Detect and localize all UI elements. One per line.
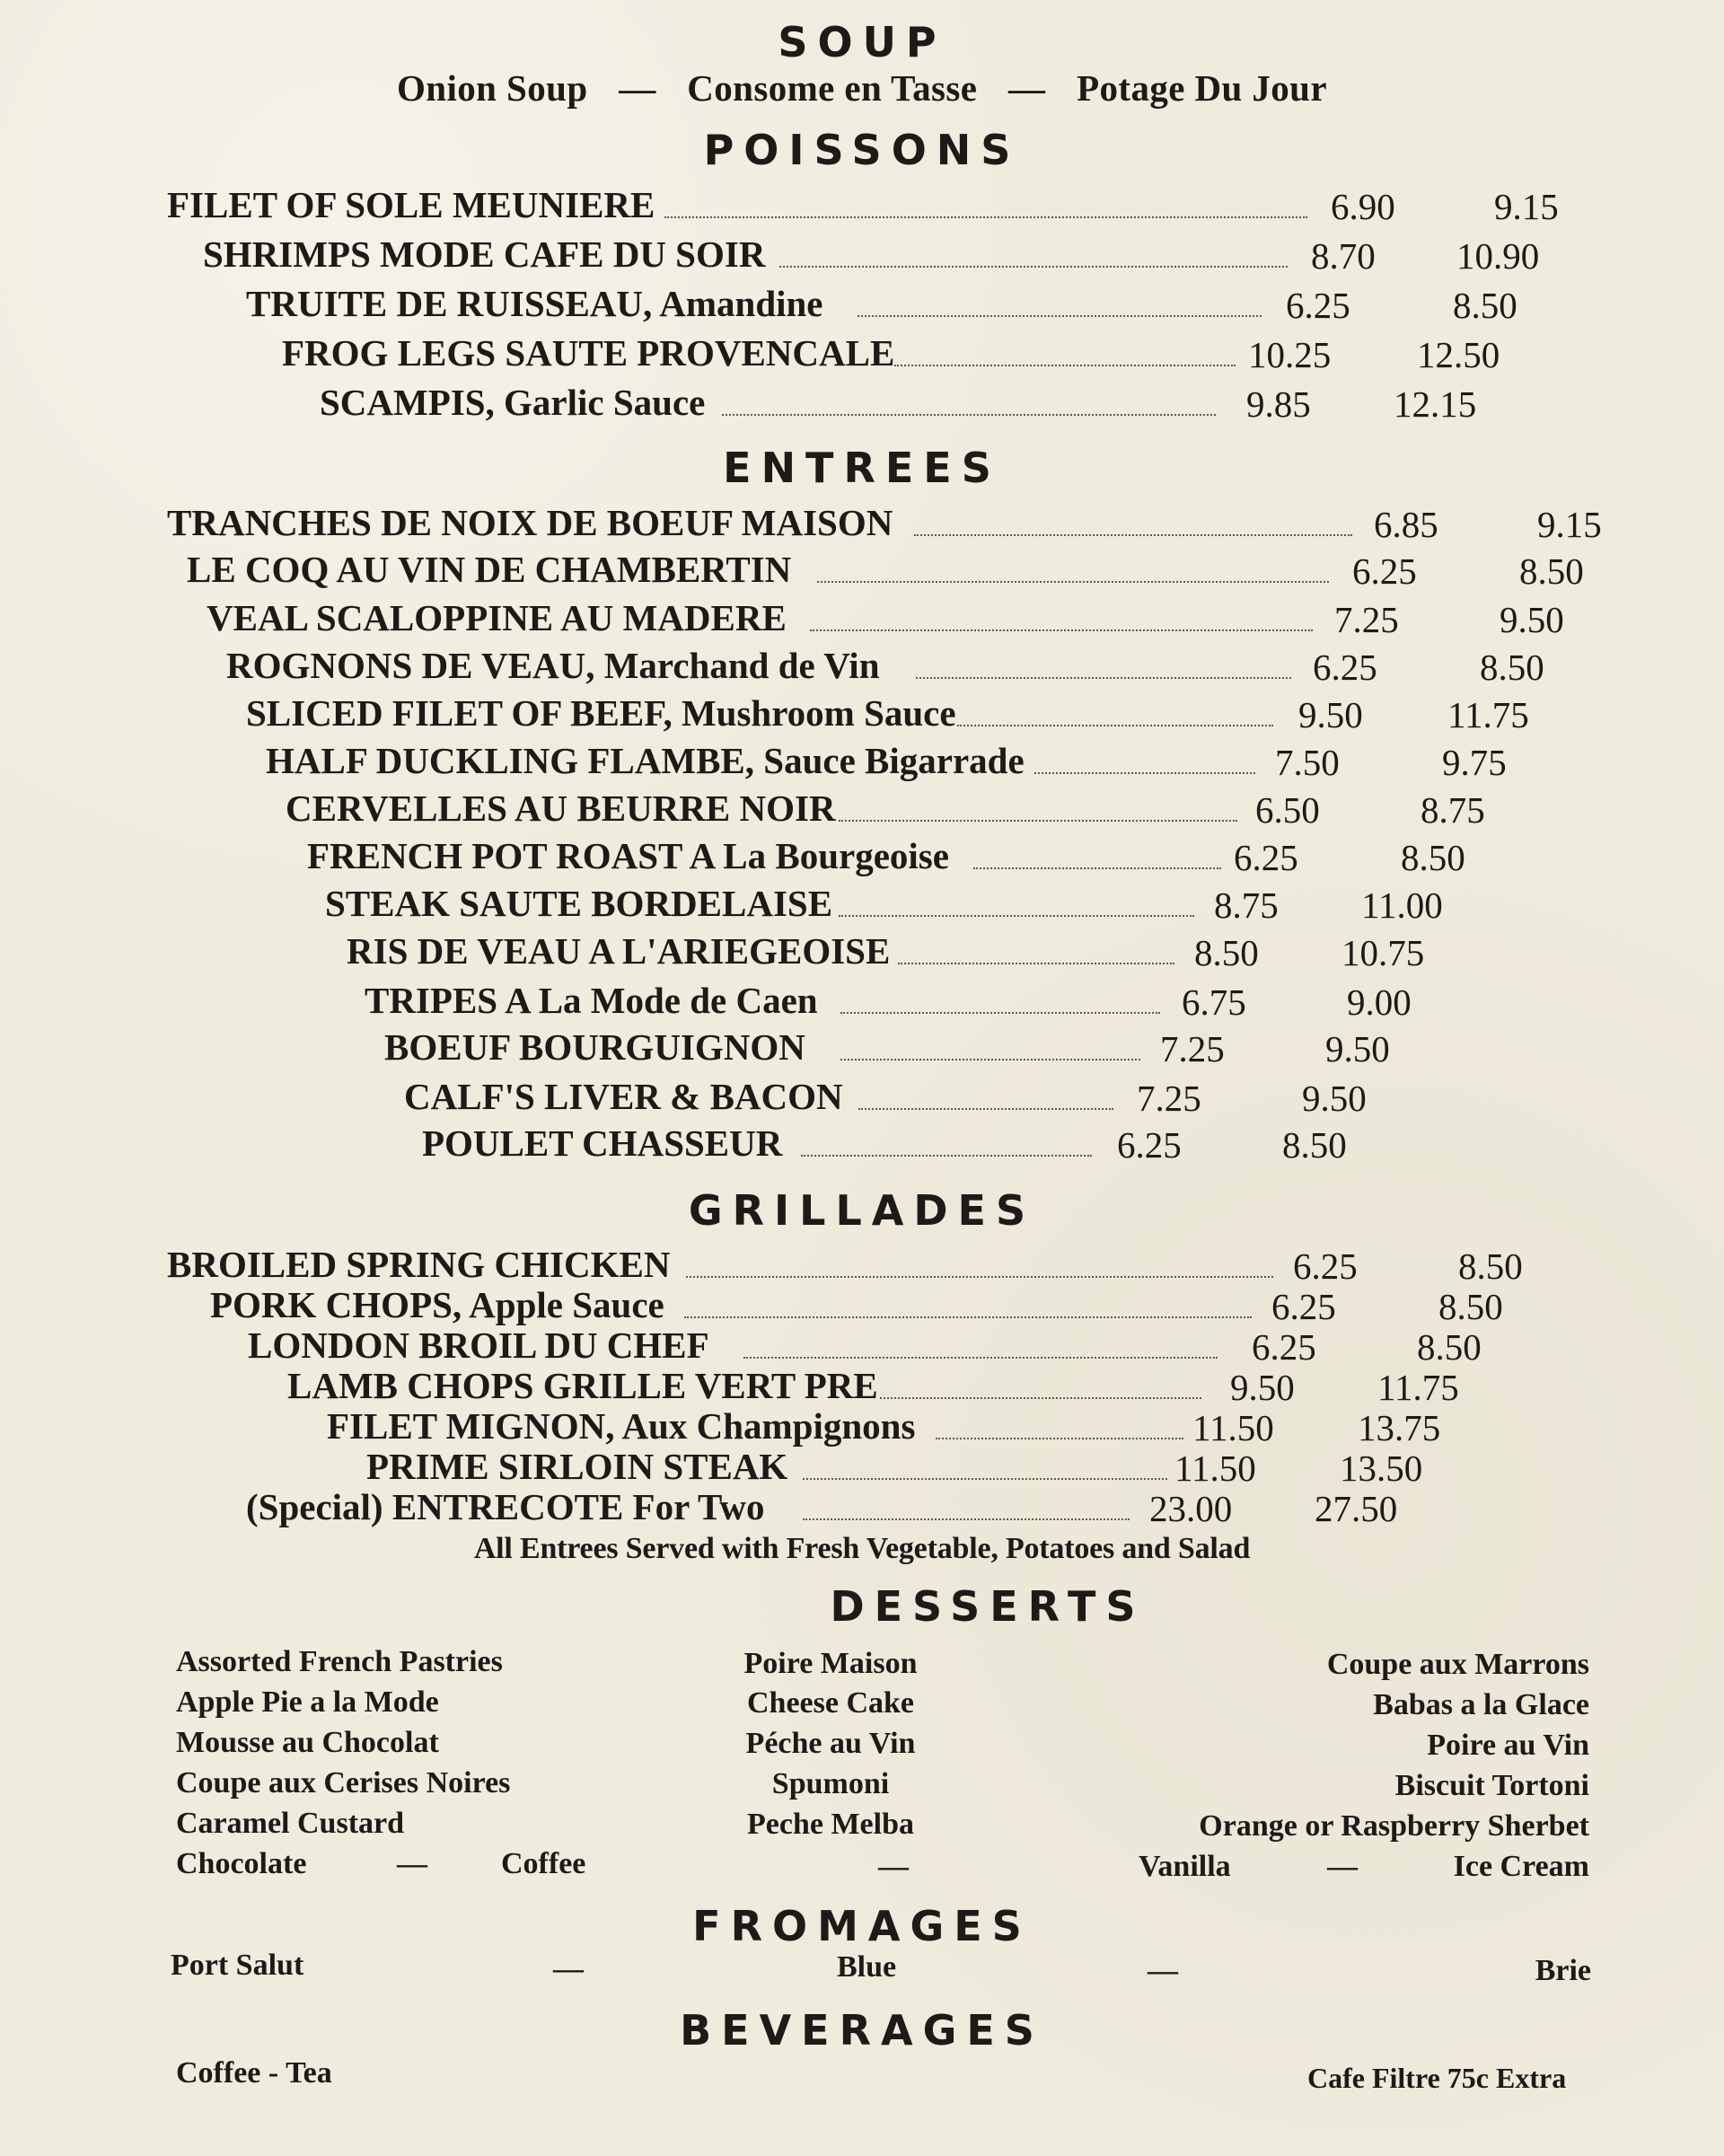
menu-row xyxy=(0,184,1724,235)
price-large: 9.15 xyxy=(1537,504,1602,545)
desserts-heading: DESSERTS xyxy=(830,1582,1146,1631)
menu-row xyxy=(0,233,1724,285)
price-large: 11.75 xyxy=(1377,1367,1459,1408)
price-regular: 11.50 xyxy=(1192,1407,1274,1448)
beverage-left: Coffee - Tea xyxy=(176,2056,332,2090)
price-large: 11.75 xyxy=(1447,694,1529,735)
price-large: 8.50 xyxy=(1453,285,1517,326)
leader-dots xyxy=(916,677,1291,679)
menu-row xyxy=(0,982,1724,1031)
price-regular: 7.25 xyxy=(1334,599,1399,640)
leader-dots xyxy=(686,1276,1273,1278)
price-regular: 8.75 xyxy=(1214,884,1279,926)
price-large: 9.00 xyxy=(1347,981,1412,1023)
price-large: 12.15 xyxy=(1394,383,1477,425)
dessert-middle-2: Cheese Cake xyxy=(746,1686,915,1720)
menu-item-name: FRENCH POT ROAST A La Bourgeoise xyxy=(307,835,949,876)
leader-dots xyxy=(801,1155,1092,1157)
price-regular: 6.85 xyxy=(1374,504,1438,545)
leader-dots xyxy=(898,963,1174,964)
menu-item-name: RIS DE VEAU A L'ARIEGEOISE xyxy=(347,930,891,972)
price-large: 8.50 xyxy=(1401,837,1465,878)
menu-row xyxy=(0,647,1724,696)
fromage-right: Brie xyxy=(1535,1954,1591,1987)
menu-item-name: LAMB CHOPS GRILLE VERT PRE xyxy=(287,1365,878,1406)
leader-dots xyxy=(684,1316,1252,1318)
menu-row xyxy=(0,551,1724,600)
menu-item-name: TRUITE DE RUISSEAU, Amandine xyxy=(246,283,823,324)
dessert-left-1: Assorted French Pastries xyxy=(176,1645,503,1678)
price-large: 8.50 xyxy=(1438,1286,1503,1327)
menu-row xyxy=(0,1026,1724,1078)
menu-item-name: PRIME SIRLOIN STEAK xyxy=(366,1446,788,1487)
menu-item-name: SHRIMPS MODE CAFE DU SOIR xyxy=(203,233,766,275)
leader-dots xyxy=(722,414,1216,416)
beverage-right: Cafe Filtre 75c Extra xyxy=(1307,2062,1567,2094)
menu-item-name: BROILED SPRING CHICKEN xyxy=(167,1244,671,1285)
menu-row xyxy=(0,740,1724,791)
price-regular: 6.25 xyxy=(1352,550,1417,592)
dessert-separator-right: — xyxy=(1327,1850,1358,1883)
dessert-left-4: Coupe aux Cerises Noires xyxy=(176,1766,511,1800)
menu-item-name: CALF'S LIVER & BACON xyxy=(404,1076,843,1117)
price-regular: 6.25 xyxy=(1117,1124,1182,1166)
dessert-chocolate: Chocolate xyxy=(176,1847,307,1880)
grillades-heading: GRILLADES xyxy=(688,1186,1036,1235)
dessert-left-2: Apple Pie a la Mode xyxy=(176,1685,439,1719)
menu-item-name: HALF DUCKLING FLAMBE, Sauce Bigarrade xyxy=(266,740,1025,781)
menu-row xyxy=(0,1078,1724,1127)
menu-item-name: POULET CHASSEUR xyxy=(422,1122,783,1164)
dessert-middle-1: Poire Maison xyxy=(743,1647,918,1680)
leader-dots xyxy=(858,1108,1113,1110)
leader-dots xyxy=(894,365,1236,366)
menu-row xyxy=(0,332,1724,383)
price-regular: 7.25 xyxy=(1160,1028,1225,1069)
price-regular: 6.25 xyxy=(1293,1245,1358,1287)
soup-line xyxy=(0,66,1724,110)
menu-row xyxy=(0,692,1724,744)
menu-item-name: ROGNONS DE VEAU, Marchand de Vin xyxy=(226,645,880,686)
price-regular: 6.25 xyxy=(1271,1286,1336,1327)
dessert-right-5: Orange or Raspberry Sherbet xyxy=(1199,1809,1589,1843)
price-large: 8.50 xyxy=(1458,1245,1523,1287)
dessert-right-2: Babas a la Glace xyxy=(1373,1688,1589,1721)
dessert-right-1: Coupe aux Marrons xyxy=(1326,1648,1589,1681)
menu-item-name: CERVELLES AU BEURRE NOIR xyxy=(286,788,836,829)
leader-dots xyxy=(803,1518,1130,1520)
leader-dots xyxy=(840,1012,1160,1014)
poissons-heading: POISSONS xyxy=(703,126,1021,174)
price-large: 10.90 xyxy=(1456,235,1540,277)
potage-du-jour: Potage Du Jour xyxy=(1077,67,1327,109)
menu-item-name: LE COQ AU VIN DE CHAMBERTIN xyxy=(187,549,792,590)
menu-row xyxy=(0,885,1724,934)
menu-row xyxy=(0,1122,1724,1174)
soup-separator-1: — xyxy=(619,67,656,109)
price-large: 9.75 xyxy=(1442,742,1507,783)
price-regular: 8.50 xyxy=(1194,932,1259,973)
menu-row xyxy=(0,790,1724,839)
dessert-middle-5: Peche Melba xyxy=(747,1808,914,1841)
price-large: 13.75 xyxy=(1358,1407,1441,1448)
fromage-separator-right: — xyxy=(1148,1954,1178,1987)
leader-dots xyxy=(803,1478,1167,1480)
price-large: 11.00 xyxy=(1361,884,1443,926)
leader-dots xyxy=(839,820,1237,822)
price-large: 12.50 xyxy=(1417,334,1500,375)
dessert-ice-cream: Ice Cream xyxy=(1453,1850,1589,1883)
price-large: 13.50 xyxy=(1340,1448,1423,1489)
price-regular: 6.90 xyxy=(1331,186,1395,227)
leader-dots xyxy=(914,534,1352,536)
price-regular: 7.50 xyxy=(1275,742,1340,783)
leader-dots xyxy=(858,315,1262,317)
leader-dots xyxy=(957,725,1273,726)
dessert-vanilla: Vanilla xyxy=(1139,1850,1231,1883)
price-regular: 9.50 xyxy=(1230,1367,1295,1408)
leader-dots xyxy=(839,915,1194,917)
dessert-right-3: Poire au Vin xyxy=(1427,1729,1589,1762)
menu-row xyxy=(0,283,1724,334)
leader-dots xyxy=(779,266,1288,268)
menu-item-name: (Special) ENTRECOTE For Two xyxy=(246,1486,765,1527)
fromage-left: Port Salut xyxy=(171,1949,304,1982)
price-regular: 6.25 xyxy=(1234,837,1298,878)
price-large: 10.75 xyxy=(1341,932,1425,973)
leader-dots xyxy=(936,1438,1183,1439)
leader-dots xyxy=(840,1059,1140,1060)
leader-dots xyxy=(664,216,1307,218)
dessert-right-4: Biscuit Tortoni xyxy=(1394,1769,1589,1802)
price-large: 8.50 xyxy=(1480,647,1544,688)
menu-item-name: FROG LEGS SAUTE PROVENCALE xyxy=(282,332,895,374)
menu-item-name: TRIPES A La Mode de Caen xyxy=(365,980,818,1021)
dessert-left-3: Mousse au Chocolat xyxy=(176,1726,439,1759)
price-regular: 8.70 xyxy=(1311,235,1376,277)
price-regular: 23.00 xyxy=(1149,1488,1233,1529)
price-large: 8.50 xyxy=(1519,550,1584,592)
menu-item-name: SLICED FILET OF BEEF, Mushroom Sauce xyxy=(246,692,956,734)
menu-row xyxy=(0,930,1724,981)
price-regular: 6.50 xyxy=(1255,789,1320,831)
leader-dots xyxy=(880,1397,1201,1399)
price-large: 8.50 xyxy=(1417,1326,1482,1368)
menu-item-name: PORK CHOPS, Apple Sauce xyxy=(210,1284,664,1325)
dessert-separator-left: — xyxy=(397,1847,427,1880)
menu-item-name: SCAMPIS, Garlic Sauce xyxy=(320,382,706,423)
menu-item-name: BOEUF BOURGUIGNON xyxy=(384,1026,805,1068)
price-large: 9.50 xyxy=(1302,1078,1367,1119)
menu-row xyxy=(0,597,1724,648)
fromage-separator-left: — xyxy=(553,1952,584,1985)
leader-dots xyxy=(1034,772,1255,774)
menu-item-name: FILET MIGNON, Aux Champignons xyxy=(327,1405,916,1447)
price-regular: 7.25 xyxy=(1137,1078,1201,1119)
menu-item-name: VEAL SCALOPPINE AU MADERE xyxy=(207,597,787,638)
menu-row xyxy=(0,384,1724,433)
fromages-heading: FROMAGES xyxy=(692,1902,1032,1950)
price-regular: 6.25 xyxy=(1286,285,1350,326)
price-large: 27.50 xyxy=(1315,1488,1398,1529)
price-regular: 6.25 xyxy=(1252,1326,1316,1368)
leader-dots xyxy=(743,1357,1218,1359)
dessert-middle-4: Spumoni xyxy=(771,1767,890,1800)
price-regular: 9.85 xyxy=(1246,383,1311,425)
dessert-middle-3: Péche au Vin xyxy=(745,1727,916,1760)
dessert-coffee: Coffee xyxy=(501,1847,586,1880)
price-regular: 9.50 xyxy=(1298,694,1363,735)
price-regular: 11.50 xyxy=(1174,1448,1256,1489)
dessert-left-5: Caramel Custard xyxy=(176,1807,405,1840)
dessert-separator-middle: — xyxy=(878,1850,909,1883)
price-large: 9.50 xyxy=(1500,599,1564,640)
entrees-note: All Entrees Served with Fresh Vegetable, Potatoes and Salad xyxy=(473,1532,1251,1565)
menu-item-name: LONDON BROIL DU CHEF xyxy=(248,1324,709,1366)
leader-dots xyxy=(973,867,1221,869)
price-regular: 6.75 xyxy=(1182,981,1246,1023)
fromage-middle: Blue xyxy=(837,1950,897,1984)
menu-item-name: TRANCHES DE NOIX DE BOEUF MAISON xyxy=(167,502,893,543)
soup-heading: SOUP xyxy=(778,18,946,66)
beverages-heading: BEVERAGES xyxy=(680,2006,1044,2055)
onion-soup: Onion Soup xyxy=(397,67,588,109)
menu-item-name: STEAK SAUTE BORDELAISE xyxy=(325,883,833,924)
menu-row xyxy=(0,1486,1724,1537)
price-large: 9.50 xyxy=(1325,1028,1390,1069)
entrees-heading: ENTREES xyxy=(723,444,1001,492)
leader-dots xyxy=(817,581,1329,583)
soup-separator-2: — xyxy=(1008,67,1046,109)
consome-en-tasse: Consome en Tasse xyxy=(687,67,978,109)
menu-row xyxy=(0,835,1724,886)
menu-item-name: FILET OF SOLE MEUNIERE xyxy=(167,184,655,225)
price-large: 9.15 xyxy=(1494,186,1559,227)
leader-dots xyxy=(810,629,1313,631)
price-regular: 6.25 xyxy=(1313,647,1377,688)
price-large: 8.50 xyxy=(1282,1124,1347,1166)
price-regular: 10.25 xyxy=(1248,334,1332,375)
price-large: 8.75 xyxy=(1421,789,1485,831)
menu-row xyxy=(0,502,1724,553)
